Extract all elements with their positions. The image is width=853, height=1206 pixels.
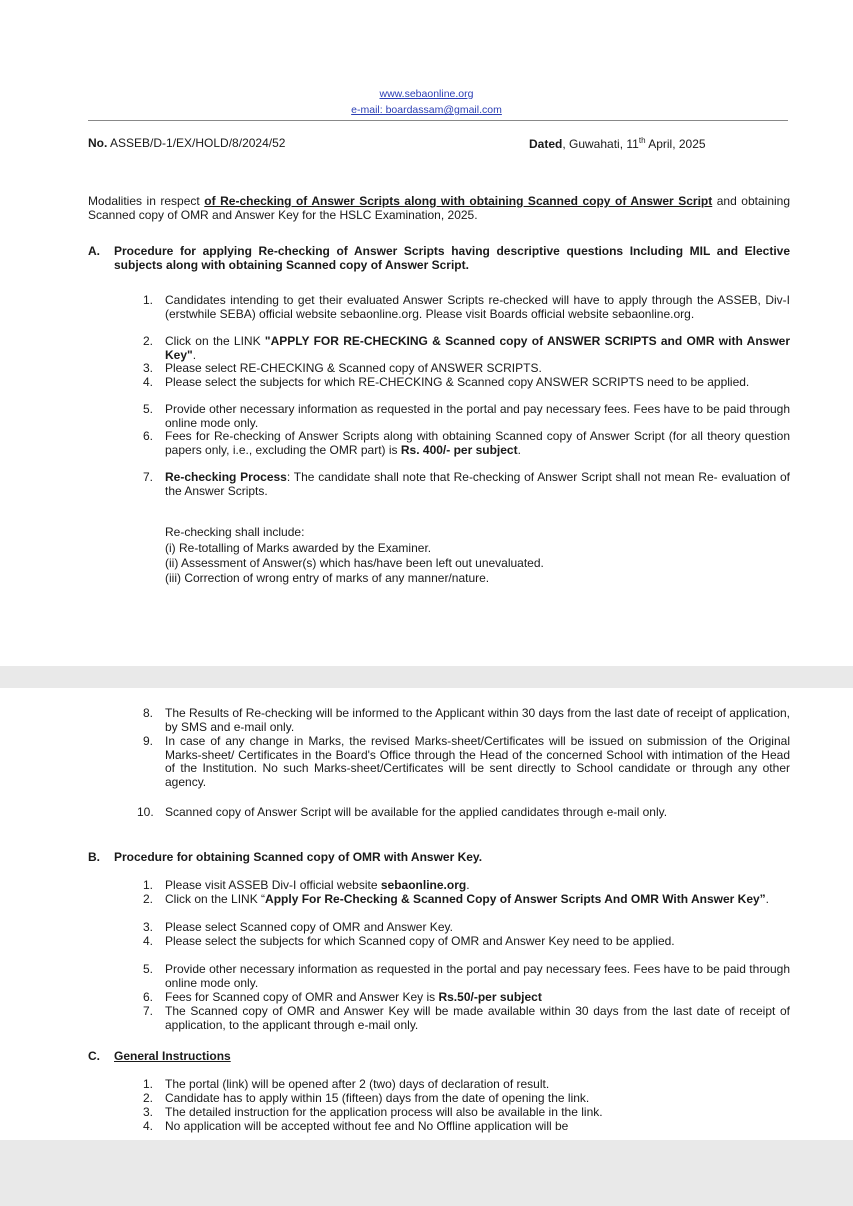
email-link[interactable]: e-mail: boardassam@gmail.com — [351, 104, 502, 116]
section-a-list — [137, 294, 790, 498]
list-item: 10. Scanned copy of Answer Script will be available for the applied candidates through e-mail only. — [137, 805, 668, 819]
list-item: 9. In case of any change in Marks, the revised Marks-sheet/Certificates will be issued on submission of the Original Marks-sheet/ Certificates in the Board's Office through the Head of the concerned School with intimation of the Head of the Institution. No such Marks-sheet/Certificates will be sent directly to School candidate or through any other agency. — [142, 734, 790, 789]
reference-number: No. ASSEB/D-1/EX/HOLD/8/2024/52 — [88, 136, 286, 150]
website-link[interactable]: www.sebaonline.org — [379, 88, 474, 100]
list-item: 2. Click on the LINK “Apply For Re-Checking & Scanned Copy of Answer Scripts And OMR With Answer Key”. — [142, 892, 770, 906]
section-a-heading: A. Procedure for applying Re-checking of Answer Scripts having descriptive questions Including MIL and Elective subjects along with obtaining Scanned copy of Answer Script. — [88, 244, 790, 272]
list-item: 2. Click on the LINK "APPLY FOR RE-CHECKING & Scanned copy of ANSWER SCRIPTS and OMR with Answer Key". — [142, 334, 790, 362]
rechecking-include-block — [165, 525, 785, 586]
list-item: 1. Please visit ASSEB Div-I official website sebaonline.org. — [142, 878, 470, 892]
list-item: 3. Please select RE-CHECKING & Scanned copy of ANSWER SCRIPTS. — [142, 361, 542, 375]
list-item: 6. Fees for Scanned copy of OMR and Answer Key is Rs.50/-per subject — [142, 990, 542, 1004]
section-b-heading: B. Procedure for obtaining Scanned copy of OMR with Answer Key. — [88, 850, 483, 864]
section-a-list-continued — [137, 707, 790, 834]
list-item: 7. The Scanned copy of OMR and Answer Key will be made available within 30 days from the last date of receipt of application, to the applicant through e-mail only. — [142, 1004, 790, 1032]
intro-paragraph: Modalities in respect of Re-checking of Answer Scripts along with obtaining Scanned copy of Answer Script and obtaining Scanned copy of OMR and Answer Key for the HSLC Examination, 2025. — [88, 194, 791, 222]
dated-line: Dated, Guwahati, 11th April, 2025 — [529, 136, 706, 151]
include-item: (ii) Assessment of Answer(s) which has/have been left out unevaluated. — [165, 556, 544, 570]
section-c-list — [137, 1078, 790, 1134]
section-b-list — [137, 879, 790, 1033]
list-item: 3. The detailed instruction for the application process will also be available in the link. — [142, 1105, 603, 1119]
page-bottom-gap — [0, 1140, 853, 1206]
list-item: 1. Candidates intending to get their evaluated Answer Scripts re-checked will have to apply through the ASSEB, Div-I (erstwhile SEBA) official website sebaonline.org. Please visit Boards official website sebaonline.org. — [142, 293, 790, 321]
list-item: 5. Provide other necessary information as requested in the portal and pay necessary fees. Fees have to be paid through online mode only. — [142, 402, 790, 430]
list-item: 2. Candidate has to apply within 15 (fifteen) days from the date of opening the link. — [142, 1091, 590, 1105]
page-break-gap — [0, 666, 853, 688]
list-item: 3. Please select Scanned copy of OMR and Answer Key. — [142, 920, 453, 934]
list-item: 5. Provide other necessary information as requested in the portal and pay necessary fees. Fees have to be paid through online mode only. — [142, 962, 790, 990]
include-item: (i) Re-totalling of Marks awarded by the Examiner. — [165, 541, 432, 555]
include-heading: Re-checking shall include: — [165, 525, 305, 539]
list-item: 4. Please select the subjects for which Scanned copy of OMR and Answer Key need to be applied. — [142, 934, 675, 948]
list-item: 7. Re-checking Process: The candidate shall note that Re-checking of Answer Script shall not mean Re- evaluation of the Answer Scripts. — [142, 470, 791, 498]
list-item: 8. The Results of Re-checking will be informed to the Applicant within 30 days from the last date of receipt of application, by SMS and e-mail only. — [142, 706, 790, 734]
header-rule — [88, 120, 788, 121]
list-item: 6. Fees for Re-checking of Answer Scripts along with obtaining Scanned copy of Answer Script (for all theory question papers only, i.e., excluding the OMR part) is Rs. 400/- per subject. — [142, 429, 790, 457]
section-c-heading: C. General Instructions — [88, 1049, 231, 1063]
include-item: (iii) Correction of wrong entry of marks of any manner/nature. — [165, 571, 490, 585]
list-item: 4. No application will be accepted without fee and No Offline application will be — [142, 1119, 569, 1133]
list-item: 1. The portal (link) will be opened after 2 (two) days of declaration of result. — [142, 1077, 550, 1091]
list-item: 4. Please select the subjects for which RE-CHECKING & Scanned copy ANSWER SCRIPTS need to be applied. — [142, 375, 750, 389]
